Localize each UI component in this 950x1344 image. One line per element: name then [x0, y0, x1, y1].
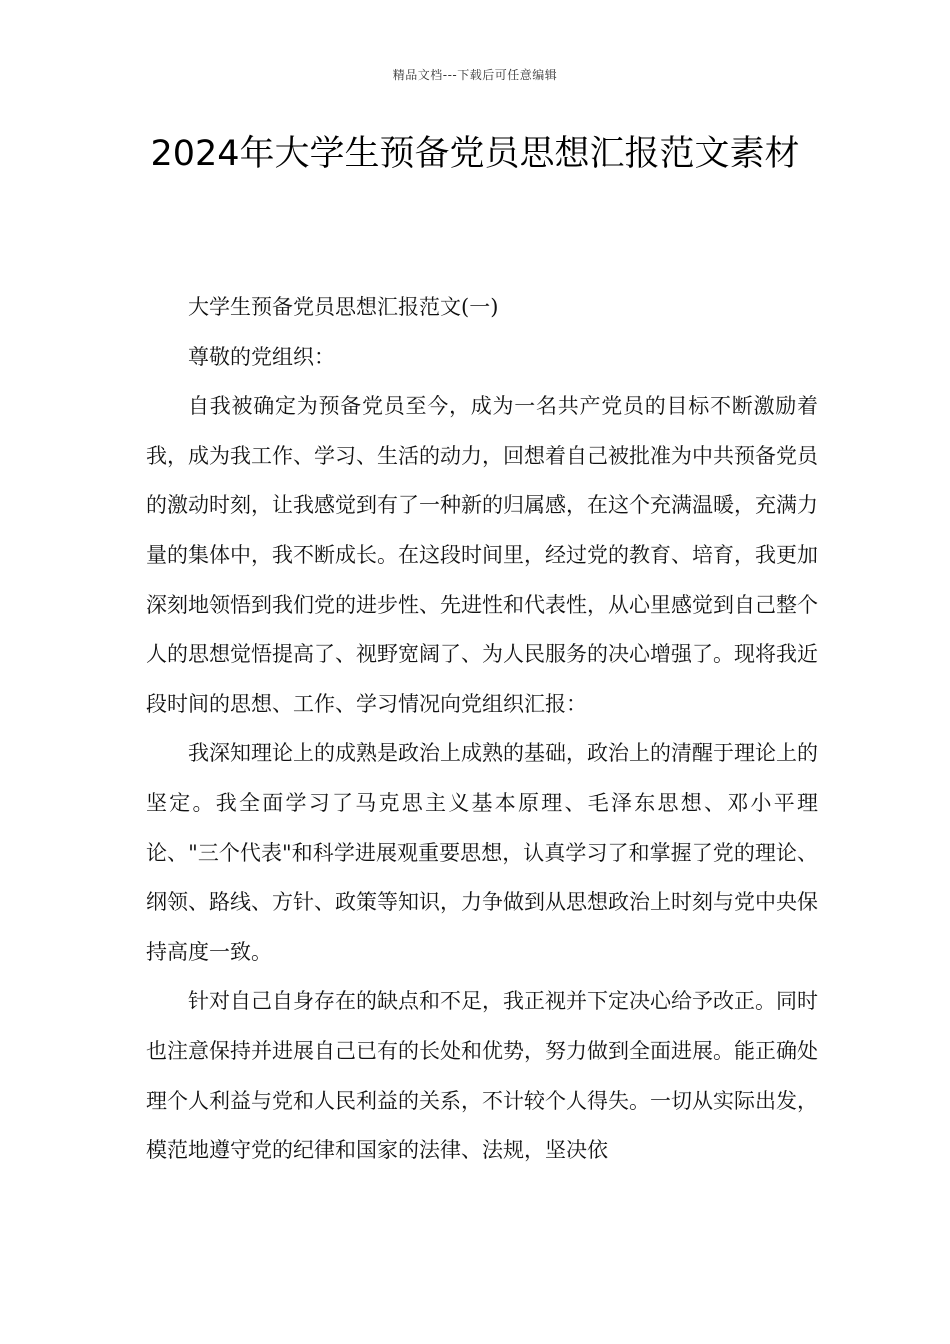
- section-heading: 大学生预备党员思想汇报范文(一): [188, 295, 499, 319]
- salutation: 尊敬的党组织：: [188, 344, 335, 369]
- document-body: [146, 283, 818, 1176]
- body-paragraph-2: 我深知理论上的成熟是政治上成熟的基础，政治上的清醒于理论上的坚定。我全面学习了马克思主义基本原理、毛泽东思想、邓小平理论、"三个代表"和科学进展观重要思想，认真学习了和掌握了党的理论、纲领、路线、方针、政策等知识，力争做到从思想政治上时刻与党中央保持高度一致。: [146, 741, 818, 964]
- body-paragraph-3: 针对自己自身存在的缺点和不足，我正视并下定决心给予改正。同时也注意保持并进展自己已有的长处和优势，努力做到全面进展。能正确处理个人利益与党和人民利益的关系，不计较个人得失。一切从实际出发，模范地遵守党的纪律和国家的法律、法规，坚决依: [146, 989, 818, 1163]
- document-title: 2024年大学生预备党员思想汇报范文素材: [150, 134, 800, 174]
- header-note: 精品文档---下载后可任意编辑: [392, 68, 558, 82]
- body-paragraph-1: 自我被确定为预备党员至今，成为一名共产党员的目标不断激励着我，成为我工作、学习、生活的动力，回想着自己被批准为中共预备党员的激动时刻，让我感觉到有了一种新的归属感，在这个充满温暖，充满力量的集体中，我不断成长。在这段时间里，经过党的教育、培育，我更加深刻地领悟到我们党的进步性、先进性和代表性，从心里感觉到自己整个人的思想觉悟提高了、视野宽阔了、为人民服务的决心增强了。现将我近段时间的思想、工作、学习情况向党组织汇报：: [146, 394, 818, 716]
